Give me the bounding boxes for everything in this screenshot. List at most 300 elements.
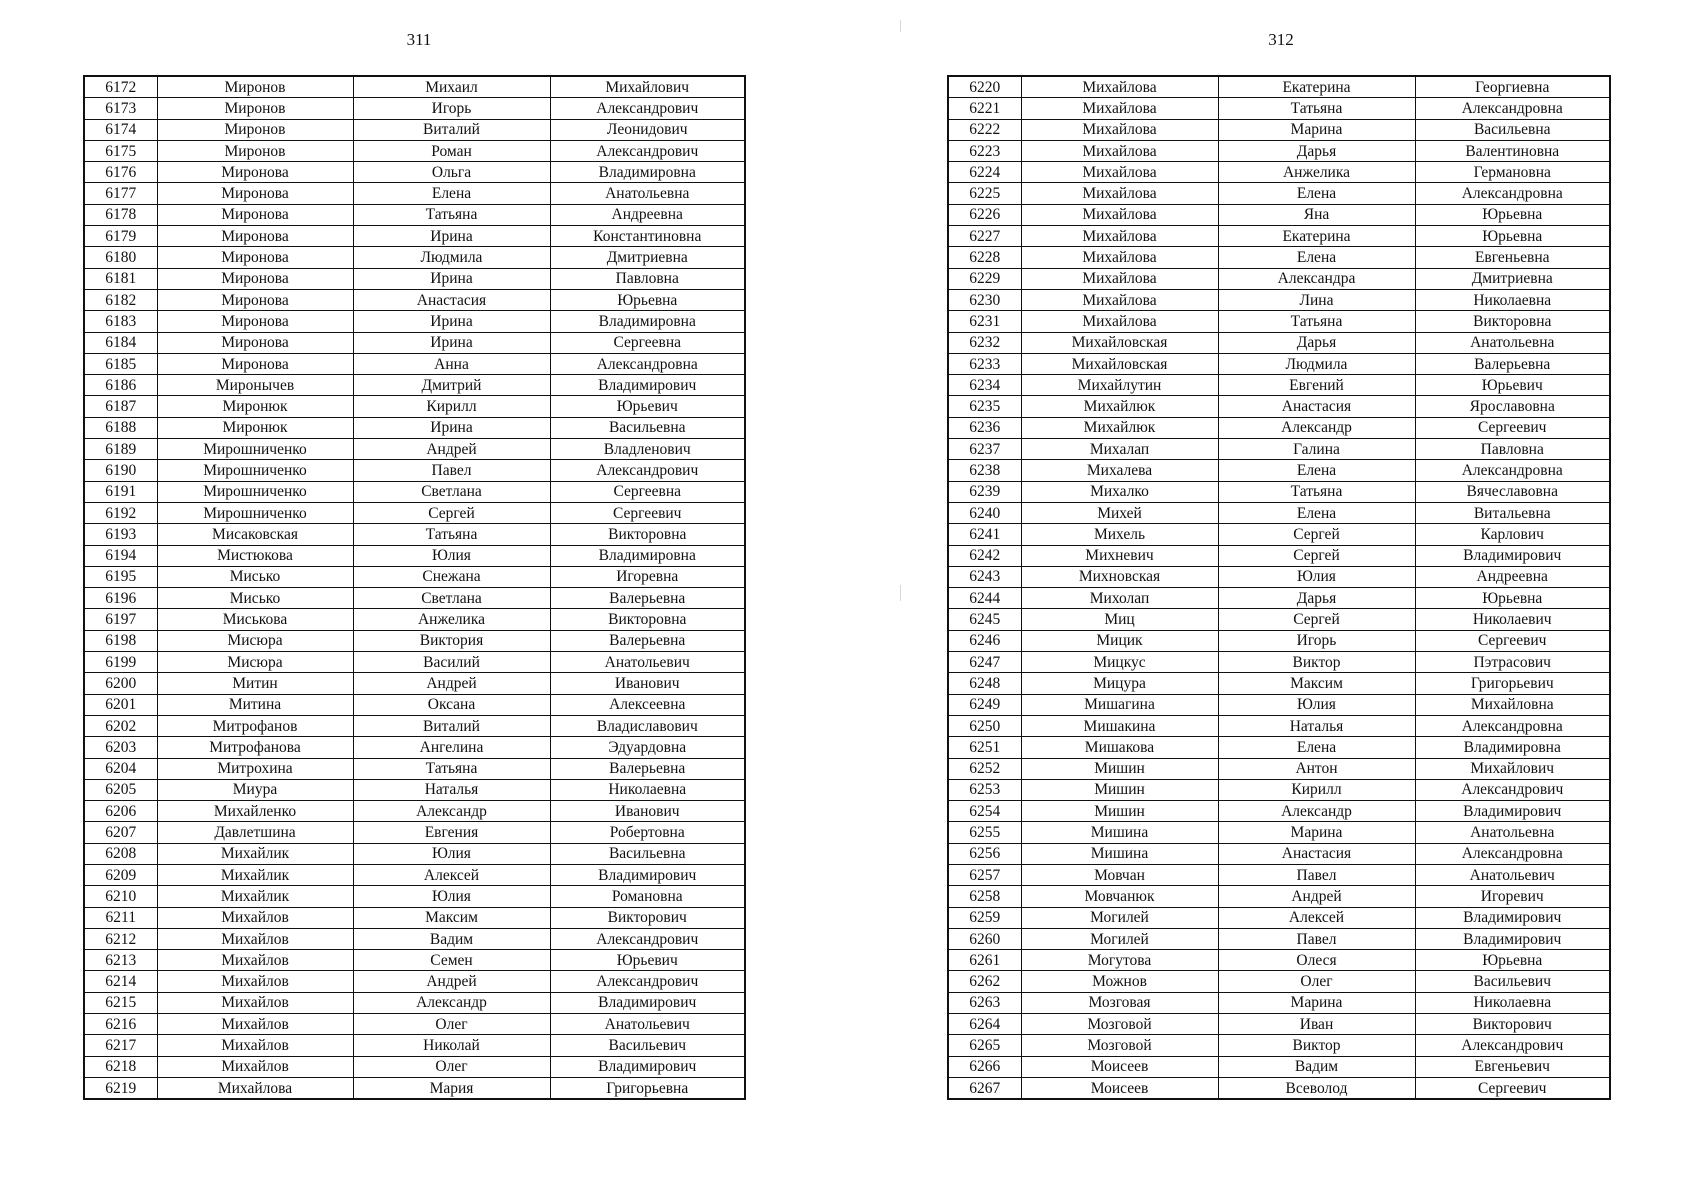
cell-last-name: Мишин [1021, 758, 1218, 779]
cell-patronymic: Георгиевна [1415, 76, 1610, 98]
cell-first-name: Виктор [1218, 652, 1415, 673]
cell-last-name: Мозговой [1021, 1035, 1218, 1056]
cell-patronymic: Евгеньевна [1415, 247, 1610, 268]
cell-last-name: Михайлова [1021, 140, 1218, 161]
table-row [948, 652, 1610, 673]
cell-last-name: Миронов [157, 76, 353, 98]
table-row [948, 375, 1610, 396]
table-row [948, 289, 1610, 310]
cell-record-number: 6208 [84, 843, 157, 864]
cell-patronymic: Николаевна [1415, 992, 1610, 1013]
cell-patronymic: Григорьевна [550, 1077, 745, 1099]
cell-record-number: 6217 [84, 1035, 157, 1056]
cell-last-name: Давлетшина [157, 822, 353, 843]
cell-first-name: Павел [1218, 864, 1415, 885]
cell-record-number: 6227 [948, 226, 1021, 247]
table-row [84, 439, 745, 460]
cell-first-name: Алексей [1218, 907, 1415, 928]
table-row [84, 694, 745, 715]
cell-record-number: 6186 [84, 375, 157, 396]
table-row [948, 566, 1610, 587]
table-row [948, 843, 1610, 864]
cell-last-name: Михайлов [157, 992, 353, 1013]
cell-last-name: Моисеев [1021, 1056, 1218, 1077]
cell-last-name: Мистюкова [157, 545, 353, 566]
cell-last-name: Миронова [157, 183, 353, 204]
cell-first-name: Виталий [353, 119, 550, 140]
cell-record-number: 6263 [948, 992, 1021, 1013]
table-row [84, 822, 745, 843]
cell-record-number: 6247 [948, 652, 1021, 673]
table-row [948, 204, 1610, 225]
cell-first-name: Светлана [353, 588, 550, 609]
cell-record-number: 6183 [84, 311, 157, 332]
table-row [948, 353, 1610, 374]
cell-record-number: 6229 [948, 268, 1021, 289]
cell-first-name: Дмитрий [353, 375, 550, 396]
cell-patronymic: Анатольевич [550, 1014, 745, 1035]
cell-first-name: Павел [353, 460, 550, 481]
cell-record-number: 6228 [948, 247, 1021, 268]
table-row [84, 140, 745, 161]
cell-record-number: 6210 [84, 886, 157, 907]
cell-last-name: Миронюк [157, 417, 353, 438]
table-row [84, 332, 745, 353]
cell-first-name: Елена [353, 183, 550, 204]
cell-first-name: Семен [353, 950, 550, 971]
cell-last-name: Михновская [1021, 566, 1218, 587]
cell-last-name: Михайлова [1021, 76, 1218, 98]
cell-first-name: Кирилл [353, 396, 550, 417]
cell-patronymic: Михайлович [1415, 758, 1610, 779]
table-row [84, 524, 745, 545]
cell-first-name: Павел [1218, 928, 1415, 949]
cell-last-name: Михайлова [1021, 289, 1218, 310]
cell-patronymic: Вячеславовна [1415, 481, 1610, 502]
cell-last-name: Михайлова [1021, 247, 1218, 268]
cell-first-name: Максим [353, 907, 550, 928]
cell-record-number: 6225 [948, 183, 1021, 204]
table-row [84, 1014, 745, 1035]
cell-record-number: 6238 [948, 460, 1021, 481]
cell-first-name: Сергей [1218, 524, 1415, 545]
table-row [948, 992, 1610, 1013]
cell-first-name: Андрей [353, 673, 550, 694]
cell-first-name: Татьяна [353, 524, 550, 545]
table-row [84, 673, 745, 694]
cell-record-number: 6194 [84, 545, 157, 566]
table-row [84, 652, 745, 673]
cell-record-number: 6180 [84, 247, 157, 268]
cell-last-name: Михалап [1021, 439, 1218, 460]
cell-patronymic: Николаевич [1415, 609, 1610, 630]
cell-record-number: 6188 [84, 417, 157, 438]
cell-last-name: Михайловская [1021, 332, 1218, 353]
cell-first-name: Александра [1218, 268, 1415, 289]
cell-patronymic: Васильевна [550, 417, 745, 438]
cell-first-name: Юлия [1218, 694, 1415, 715]
cell-first-name: Елена [1218, 737, 1415, 758]
cell-patronymic: Николаевна [1415, 289, 1610, 310]
table-row [948, 417, 1610, 438]
cell-first-name: Елена [1218, 460, 1415, 481]
cell-patronymic: Владимирович [550, 1056, 745, 1077]
cell-last-name: Михалко [1021, 481, 1218, 502]
cell-first-name: Татьяна [1218, 481, 1415, 502]
cell-last-name: Мисаковская [157, 524, 353, 545]
cell-patronymic: Константиновна [550, 226, 745, 247]
cell-patronymic: Васильевич [1415, 971, 1610, 992]
cell-record-number: 6173 [84, 98, 157, 119]
cell-patronymic: Владимировна [1415, 737, 1610, 758]
table-row [84, 226, 745, 247]
table-row [948, 268, 1610, 289]
cell-record-number: 6177 [84, 183, 157, 204]
cell-record-number: 6220 [948, 76, 1021, 98]
cell-last-name: Мицик [1021, 630, 1218, 651]
cell-first-name: Юлия [353, 843, 550, 864]
cell-patronymic: Павловна [550, 268, 745, 289]
cell-record-number: 6175 [84, 140, 157, 161]
cell-last-name: Митин [157, 673, 353, 694]
cell-first-name: Андрей [353, 971, 550, 992]
cell-last-name: Михайлов [157, 907, 353, 928]
cell-last-name: Миронова [157, 353, 353, 374]
cell-first-name: Ирина [353, 332, 550, 353]
cell-first-name: Роман [353, 140, 550, 161]
registry-table-body-left [84, 76, 745, 1099]
table-row [84, 417, 745, 438]
cell-last-name: Моисеев [1021, 1077, 1218, 1099]
cell-last-name: Мишагина [1021, 694, 1218, 715]
cell-record-number: 6209 [84, 864, 157, 885]
table-row [948, 396, 1610, 417]
cell-record-number: 6176 [84, 162, 157, 183]
cell-last-name: Михайлова [1021, 98, 1218, 119]
cell-last-name: Михайлова [157, 1077, 353, 1099]
cell-patronymic: Владимирович [550, 375, 745, 396]
cell-patronymic: Ярославовна [1415, 396, 1610, 417]
cell-record-number: 6182 [84, 289, 157, 310]
cell-first-name: Сергей [353, 502, 550, 523]
table-row [84, 1056, 745, 1077]
cell-first-name: Юлия [1218, 566, 1415, 587]
cell-record-number: 6234 [948, 375, 1021, 396]
cell-last-name: Миронюк [157, 396, 353, 417]
cell-patronymic: Викторович [550, 907, 745, 928]
table-row [948, 822, 1610, 843]
cell-first-name: Андрей [353, 439, 550, 460]
table-row [948, 928, 1610, 949]
cell-record-number: 6223 [948, 140, 1021, 161]
cell-record-number: 6266 [948, 1056, 1021, 1077]
cell-patronymic: Николаевна [550, 779, 745, 800]
cell-first-name: Антон [1218, 758, 1415, 779]
cell-record-number: 6202 [84, 715, 157, 736]
cell-patronymic: Валерьевна [550, 758, 745, 779]
table-row [948, 907, 1610, 928]
cell-last-name: Митрохина [157, 758, 353, 779]
cell-record-number: 6212 [84, 928, 157, 949]
cell-patronymic: Юрьевич [1415, 375, 1610, 396]
cell-first-name: Людмила [353, 247, 550, 268]
table-row [948, 971, 1610, 992]
cell-patronymic: Юрьевич [550, 396, 745, 417]
cell-patronymic: Александровна [1415, 715, 1610, 736]
table-row [84, 119, 745, 140]
cell-first-name: Дарья [1218, 588, 1415, 609]
cell-patronymic: Анатольевна [1415, 332, 1610, 353]
cell-patronymic: Сергеевич [1415, 417, 1610, 438]
cell-record-number: 6261 [948, 950, 1021, 971]
cell-last-name: Мисюра [157, 652, 353, 673]
cell-record-number: 6256 [948, 843, 1021, 864]
cell-patronymic: Юрьевич [550, 950, 745, 971]
table-row [84, 204, 745, 225]
table-row [84, 971, 745, 992]
table-row [84, 396, 745, 417]
cell-first-name: Ангелина [353, 737, 550, 758]
table-row [84, 545, 745, 566]
cell-last-name: Михайловская [1021, 353, 1218, 374]
table-row [84, 801, 745, 822]
table-row [84, 864, 745, 885]
cell-patronymic: Робертовна [550, 822, 745, 843]
cell-first-name: Анастасия [353, 289, 550, 310]
cell-record-number: 6193 [84, 524, 157, 545]
cell-record-number: 6214 [84, 971, 157, 992]
cell-patronymic: Александрович [550, 460, 745, 481]
cell-patronymic: Владимирович [1415, 801, 1610, 822]
table-row [84, 460, 745, 481]
cell-record-number: 6259 [948, 907, 1021, 928]
cell-record-number: 6239 [948, 481, 1021, 502]
cell-record-number: 6264 [948, 1014, 1021, 1035]
cell-record-number: 6184 [84, 332, 157, 353]
table-row [948, 758, 1610, 779]
table-row [948, 119, 1610, 140]
cell-first-name: Снежана [353, 566, 550, 587]
table-row [84, 289, 745, 310]
table-row [948, 1056, 1610, 1077]
cell-patronymic: Сергеевна [550, 332, 745, 353]
cell-record-number: 6255 [948, 822, 1021, 843]
table-row [84, 588, 745, 609]
cell-last-name: Миронова [157, 247, 353, 268]
cell-record-number: 6197 [84, 609, 157, 630]
cell-last-name: Михайлова [1021, 311, 1218, 332]
cell-first-name: Анастасия [1218, 843, 1415, 864]
page-number-right: 312 [1268, 30, 1294, 49]
cell-last-name: Михайлова [1021, 204, 1218, 225]
cell-last-name: Миронова [157, 311, 353, 332]
table-row [84, 247, 745, 268]
cell-patronymic: Юрьевна [1415, 204, 1610, 225]
cell-patronymic: Анатольевна [1415, 822, 1610, 843]
cell-record-number: 6172 [84, 76, 157, 98]
cell-last-name: Михайлик [157, 843, 353, 864]
cell-patronymic: Викторович [1415, 1014, 1610, 1035]
cell-patronymic: Анатольевич [550, 652, 745, 673]
cell-first-name: Татьяна [353, 758, 550, 779]
cell-first-name: Марина [1218, 822, 1415, 843]
cell-record-number: 6185 [84, 353, 157, 374]
cell-patronymic: Дмитриевна [550, 247, 745, 268]
cell-first-name: Ольга [353, 162, 550, 183]
cell-record-number: 6179 [84, 226, 157, 247]
table-row [948, 76, 1610, 98]
table-row [948, 183, 1610, 204]
cell-first-name: Сергей [1218, 609, 1415, 630]
cell-record-number: 6201 [84, 694, 157, 715]
cell-last-name: Мисько [157, 566, 353, 587]
cell-record-number: 6258 [948, 886, 1021, 907]
cell-last-name: Михайлов [157, 950, 353, 971]
cell-patronymic: Александровна [1415, 183, 1610, 204]
cell-last-name: Михель [1021, 524, 1218, 545]
cell-patronymic: Юрьевна [550, 289, 745, 310]
cell-record-number: 6205 [84, 779, 157, 800]
cell-patronymic: Игоревич [1415, 886, 1610, 907]
cell-record-number: 6191 [84, 481, 157, 502]
cell-first-name: Максим [1218, 673, 1415, 694]
cell-last-name: Мишин [1021, 779, 1218, 800]
cell-record-number: 6174 [84, 119, 157, 140]
cell-last-name: Михайленко [157, 801, 353, 822]
cell-record-number: 6189 [84, 439, 157, 460]
cell-patronymic: Михайлович [550, 76, 745, 98]
cell-last-name: Михолап [1021, 588, 1218, 609]
cell-last-name: Мисюра [157, 630, 353, 651]
cell-record-number: 6262 [948, 971, 1021, 992]
cell-first-name: Анна [353, 353, 550, 374]
cell-patronymic: Эдуардовна [550, 737, 745, 758]
cell-patronymic: Анатольевна [550, 183, 745, 204]
cell-record-number: 6257 [948, 864, 1021, 885]
cell-record-number: 6226 [948, 204, 1021, 225]
table-row [84, 502, 745, 523]
cell-last-name: Могилей [1021, 907, 1218, 928]
cell-patronymic: Владленович [550, 439, 745, 460]
table-row [948, 311, 1610, 332]
table-row [948, 694, 1610, 715]
cell-last-name: Митрофанова [157, 737, 353, 758]
cell-patronymic: Витальевна [1415, 502, 1610, 523]
cell-last-name: Миронова [157, 162, 353, 183]
gutter-mark [900, 20, 901, 32]
cell-record-number: 6252 [948, 758, 1021, 779]
table-row [948, 715, 1610, 736]
cell-last-name: Михайлюк [1021, 396, 1218, 417]
cell-patronymic: Леонидович [550, 119, 745, 140]
cell-patronymic: Юрьевна [1415, 950, 1610, 971]
cell-patronymic: Дмитриевна [1415, 268, 1610, 289]
cell-patronymic: Сергеевич [1415, 630, 1610, 651]
cell-patronymic: Иванович [550, 673, 745, 694]
cell-patronymic: Владимирович [550, 864, 745, 885]
table-row [948, 502, 1610, 523]
cell-patronymic: Владимирович [550, 992, 745, 1013]
cell-record-number: 6181 [84, 268, 157, 289]
cell-last-name: Мозговой [1021, 1014, 1218, 1035]
table-row [84, 779, 745, 800]
cell-first-name: Дарья [1218, 332, 1415, 353]
cell-record-number: 6190 [84, 460, 157, 481]
table-row [948, 140, 1610, 161]
cell-record-number: 6222 [948, 119, 1021, 140]
registry-table-body-right [948, 76, 1610, 1099]
cell-last-name: Михайлутин [1021, 375, 1218, 396]
cell-last-name: Михайлик [157, 864, 353, 885]
cell-record-number: 6245 [948, 609, 1021, 630]
cell-record-number: 6248 [948, 673, 1021, 694]
cell-first-name: Татьяна [353, 204, 550, 225]
cell-patronymic: Васильевна [1415, 119, 1610, 140]
cell-record-number: 6216 [84, 1014, 157, 1035]
cell-record-number: 6232 [948, 332, 1021, 353]
cell-patronymic: Алексеевна [550, 694, 745, 715]
cell-first-name: Виктория [353, 630, 550, 651]
table-row [948, 481, 1610, 502]
cell-record-number: 6249 [948, 694, 1021, 715]
table-row [948, 673, 1610, 694]
cell-last-name: Михайлова [1021, 226, 1218, 247]
cell-first-name: Людмила [1218, 353, 1415, 374]
cell-record-number: 6178 [84, 204, 157, 225]
table-row [84, 76, 745, 98]
cell-first-name: Елена [1218, 183, 1415, 204]
cell-first-name: Светлана [353, 481, 550, 502]
table-row [948, 864, 1610, 885]
cell-record-number: 6211 [84, 907, 157, 928]
cell-record-number: 6204 [84, 758, 157, 779]
cell-first-name: Татьяна [1218, 311, 1415, 332]
cell-last-name: Михневич [1021, 545, 1218, 566]
table-row [948, 588, 1610, 609]
cell-first-name: Михаил [353, 76, 550, 98]
table-row [948, 779, 1610, 800]
cell-record-number: 6196 [84, 588, 157, 609]
cell-first-name: Анастасия [1218, 396, 1415, 417]
cell-record-number: 6206 [84, 801, 157, 822]
cell-patronymic: Владимирович [1415, 545, 1610, 566]
cell-last-name: Миронов [157, 119, 353, 140]
cell-first-name: Анжелика [353, 609, 550, 630]
cell-patronymic: Юрьевна [1415, 226, 1610, 247]
cell-patronymic: Иванович [550, 801, 745, 822]
cell-patronymic: Александровна [1415, 98, 1610, 119]
page-number-left: 311 [406, 30, 432, 49]
cell-first-name: Дарья [1218, 140, 1415, 161]
cell-last-name: Михайлова [1021, 119, 1218, 140]
cell-first-name: Олег [353, 1056, 550, 1077]
cell-patronymic: Сергеевич [550, 502, 745, 523]
cell-first-name: Евгений [1218, 375, 1415, 396]
cell-patronymic: Викторовна [550, 609, 745, 630]
cell-first-name: Василий [353, 652, 550, 673]
cell-record-number: 6237 [948, 439, 1021, 460]
cell-first-name: Олеся [1218, 950, 1415, 971]
table-row [84, 843, 745, 864]
cell-record-number: 6233 [948, 353, 1021, 374]
cell-first-name: Ирина [353, 226, 550, 247]
cell-last-name: Михайлова [1021, 268, 1218, 289]
cell-last-name: Миронов [157, 98, 353, 119]
cell-record-number: 6243 [948, 566, 1021, 587]
cell-patronymic: Анатольевич [1415, 864, 1610, 885]
cell-first-name: Анжелика [1218, 162, 1415, 183]
cell-patronymic: Андреевна [550, 204, 745, 225]
